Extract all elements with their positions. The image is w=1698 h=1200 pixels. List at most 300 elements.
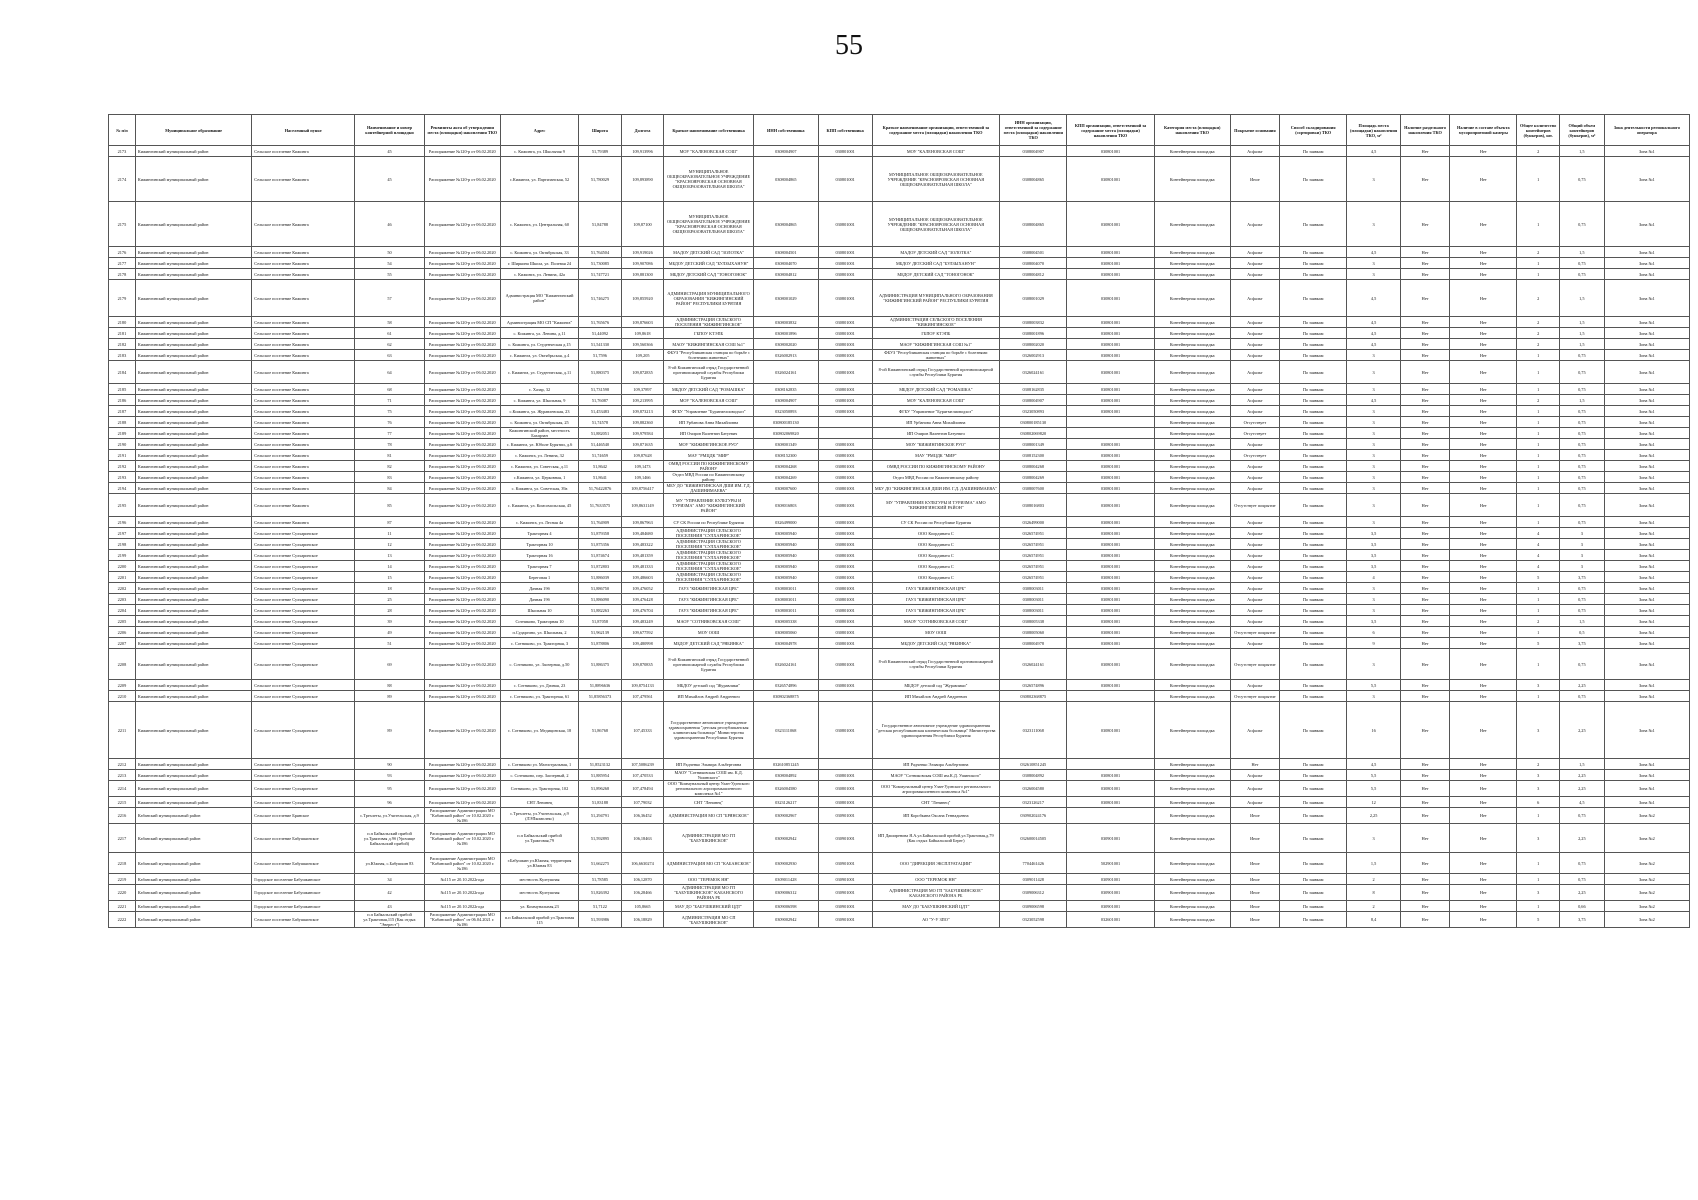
table-cell: По заявкам — [1280, 885, 1347, 901]
table-cell: 0,75 — [1559, 202, 1604, 247]
table-cell: Кижингинский муниципальный район — [135, 550, 251, 561]
table-cell: 2202 — [109, 583, 136, 594]
table-cell: Контейнерная площадка — [1154, 328, 1230, 339]
table-cell: Нет — [1450, 202, 1517, 247]
table-row — [109, 247, 1690, 258]
table-cell: ИП Даширенова Я.А.ул.Байкальский прибой,ул.Трактовая,д.79 (Как отдых Байкальский Берег) — [872, 824, 1000, 853]
table-cell: ООО Координата С — [872, 561, 1000, 572]
table-cell: 0326574951 — [1000, 561, 1067, 572]
container-sites-table — [108, 114, 1690, 928]
table-cell: Сельское поселение Сулхаринское — [252, 583, 355, 594]
table-cell: 109,1473 — [621, 461, 664, 472]
table-cell: 030801001 — [818, 258, 872, 269]
table-cell: 4,5 — [1347, 146, 1401, 157]
table-cell: По заявкам — [1280, 680, 1347, 691]
table-cell: СУ СК России по Республике Бурятия — [872, 517, 1000, 528]
table-cell: 51,886750 — [579, 583, 622, 594]
table-row — [109, 472, 1690, 483]
table-cell: 3 — [1347, 258, 1401, 269]
table-cell: 030801001 — [818, 550, 872, 561]
table-cell: МАУ "РМЦДК "МИР" — [664, 450, 754, 461]
table-cell: Зона №1 — [1604, 428, 1689, 439]
table-cell: 2218 — [109, 853, 136, 874]
table-cell: 107,79032 — [621, 797, 664, 808]
table-cell: Асфальт — [1230, 797, 1279, 808]
table-cell: 51,86768 — [579, 702, 622, 759]
table-cell: Береговая 1 — [500, 572, 578, 583]
table-cell: 106,18829 — [621, 912, 664, 928]
table-cell: 1 — [1517, 808, 1560, 824]
table-cell: 0,75 — [1559, 417, 1604, 428]
table-cell: 2194 — [109, 483, 136, 494]
table-cell: 109,205 — [621, 350, 664, 361]
table-cell: Кижингинский муниципальный район — [135, 583, 251, 594]
table-cell: 0326004580 — [1000, 781, 1067, 797]
table-cell: 0308003011 — [753, 605, 818, 616]
table-cell: Сельское поселение Кижинга — [252, 483, 355, 494]
table-cell: Иное — [1230, 901, 1279, 912]
table-cell: Сельское поселение Сулхаринское — [252, 572, 355, 583]
table-cell: 2174 — [109, 157, 136, 202]
table-cell: 0309011428 — [1000, 874, 1067, 885]
table-cell: 0,75 — [1559, 461, 1604, 472]
table-cell: Асфальт — [1230, 384, 1279, 395]
table-cell: Сельское поселение Сулхаринское — [252, 594, 355, 605]
table-cell: 4,5 — [1347, 247, 1401, 258]
table-cell: 0308005940 — [753, 539, 818, 550]
table-cell: 0326024161 — [1000, 649, 1067, 680]
table-cell: По заявкам — [1280, 472, 1347, 483]
table-cell: 030801001 — [1067, 517, 1154, 528]
table-cell: с. Кижинга, ул. Юбиле Бурятии, д.6 — [500, 439, 578, 450]
table-cell: Асфальт — [1230, 594, 1279, 605]
table-cell: 1,5 — [1559, 317, 1604, 328]
table-cell: 0308005940 — [753, 572, 818, 583]
table-cell: Контейнерная площадка — [1154, 759, 1230, 770]
table-cell: Распоряжение №120-р от 06.02.2020 — [424, 627, 500, 638]
table-cell: 0326002913 — [753, 350, 818, 361]
table-cell: ул.Южная, с.Бабушкин 83 — [355, 853, 424, 874]
table-cell: Кижингинский муниципальный район — [135, 395, 251, 406]
table-cell: 51,79389 — [579, 146, 622, 157]
table-cell: Сельское поселение Кижинга — [252, 328, 355, 339]
table-cell: 0308002020 — [1000, 339, 1067, 350]
table-cell: с. Кижинга, ул. Октябрьская, д.4 — [500, 350, 578, 361]
table-cell: 51,826392 — [579, 885, 622, 901]
table-cell: Нет — [1450, 395, 1517, 406]
table-cell: 4,5 — [1347, 328, 1401, 339]
table-cell: Нет — [1450, 605, 1517, 616]
table-cell: АДМИНИСТРАЦИЯ СЕЛЬСКОГО ПОСЕЛЕНИЯ "КИЖИНГИНСКОЕ" — [872, 317, 1000, 328]
table-cell: 0,66 — [1559, 901, 1604, 912]
table-cell: Распоряжение №120-р от 06.02.2020 — [424, 483, 500, 494]
table-cell: Контейнерная площадка — [1154, 808, 1230, 824]
table-cell: п.п Байкальский прибой ул.Трактовая 115 — [500, 912, 578, 928]
table-cell: 3 — [1517, 702, 1560, 759]
table-cell: МБДОУ детский сад "Журавлики" — [872, 680, 1000, 691]
table-cell: Асфальт — [1230, 146, 1279, 157]
table-cell: Зона №1 — [1604, 539, 1689, 550]
table-cell: По заявкам — [1280, 605, 1347, 616]
table-row — [109, 539, 1690, 550]
table-cell: 62 — [355, 339, 424, 350]
table-cell: По заявкам — [1280, 406, 1347, 417]
table-cell: 2205 — [109, 616, 136, 627]
table-cell: 030801001 — [1067, 702, 1154, 759]
table-cell: МБДОУ ДЕТСКИЙ САД "РЯБИНКА" — [664, 638, 754, 649]
table-cell: с. Сотниково, ул. Тракторная, 61 — [500, 691, 578, 702]
table-cell: 030801001 — [818, 572, 872, 583]
table-cell: с.Кижинга, ул. Партизанская, 52 — [500, 157, 578, 202]
table-cell: По заявкам — [1280, 439, 1347, 450]
table-cell: По заявкам — [1280, 328, 1347, 339]
table-cell: Сельское поселение Сулхаринское — [252, 561, 355, 572]
table-cell: 1,5 — [1559, 616, 1604, 627]
table-cell: 71 — [355, 395, 424, 406]
table-cell: 0326574951 — [1000, 550, 1067, 561]
table-cell: По заявкам — [1280, 561, 1347, 572]
table-cell: 2208 — [109, 649, 136, 680]
table-cell: 1,5 — [1559, 759, 1604, 770]
table-cell: Контейнерная площадка — [1154, 269, 1230, 280]
table-cell: 030801001 — [818, 406, 872, 417]
table-cell: 0,75 — [1559, 450, 1604, 461]
table-cell: 030901001 — [818, 874, 872, 885]
table-cell: Кижингинский муниципальный район — [135, 781, 251, 797]
table-cell: 12 — [1347, 797, 1401, 808]
table-cell: 14 — [355, 561, 424, 572]
table-cell: 109,476428 — [621, 594, 664, 605]
table-cell: 030901001 — [818, 824, 872, 853]
table-cell: 0326024161 — [753, 649, 818, 680]
table-cell: Распоряжение №120-р от 06.02.2020 — [424, 339, 500, 350]
table-cell: 0309002930 — [753, 853, 818, 874]
table-cell: 2200 — [109, 561, 136, 572]
table-cell: Сельское поселение Сулхаринское — [252, 702, 355, 759]
table-cell: 1,5 — [1559, 247, 1604, 258]
table-cell: 51,294791 — [579, 808, 622, 824]
table-cell: 87 — [355, 517, 424, 528]
table-cell: 51,453483 — [579, 406, 622, 417]
table-cell: с. Кижинга, ул. Советская, 39а — [500, 483, 578, 494]
table-cell: Сельское поселение Кижинга — [252, 157, 355, 202]
table-cell: ИП Урбанова Анна Михайловна — [872, 417, 1000, 428]
table-cell: 0,75 — [1559, 583, 1604, 594]
table-cell: Сельское поселение Сулхаринское — [252, 759, 355, 770]
table-cell: 1 — [1517, 594, 1560, 605]
table-cell: 0323050893 — [1000, 406, 1067, 417]
table-cell: 0308004865 — [753, 157, 818, 202]
table-cell: 8 — [1347, 885, 1401, 901]
table-cell: Нет — [1450, 328, 1517, 339]
table-cell: Нет — [1450, 691, 1517, 702]
table-cell: Нет — [1400, 395, 1449, 406]
table-cell: По заявкам — [1280, 417, 1347, 428]
table-cell: Распоряжение №120-р от 06.02.2020 — [424, 561, 500, 572]
table-cell: 030800185130 — [753, 417, 818, 428]
table-cell: 030801001 — [818, 616, 872, 627]
table-cell: Распоряжение №120-р от 06.02.2020 — [424, 638, 500, 649]
table-cell: 109,913996 — [621, 146, 664, 157]
table-cell: 0308004269 — [1000, 472, 1067, 483]
table-cell: Контейнерная площадка — [1154, 680, 1230, 691]
table-cell: МАОУ "КИЖИНГИНСКАЯ СОШ №1" — [664, 339, 754, 350]
table-cell: ФБУЗ "Республиканская станция по борьбе с болезнями животных" — [872, 350, 1000, 361]
table-cell: 51,875356 — [579, 539, 622, 550]
table-cell: 109,855920 — [621, 280, 664, 317]
table-cell: Кижингинский муниципальный район — [135, 461, 251, 472]
table-cell: 2196 — [109, 517, 136, 528]
table-cell: 1 — [1517, 461, 1560, 472]
table-cell: Асфальт — [1230, 702, 1279, 759]
table-cell: Нет — [1450, 361, 1517, 384]
column-header: ИНН организации, ответственной за содержание места (площадки) накопления ТКО — [1000, 115, 1067, 146]
table-cell: Кабанский муниципальный район — [135, 885, 251, 901]
table-cell: 1 — [1517, 350, 1560, 361]
table-cell: Городское поселение Бабушкинское — [252, 901, 355, 912]
table-cell: Нет — [1450, 494, 1517, 517]
table-cell: Нет — [1400, 901, 1449, 912]
table-cell: 030801001 — [818, 649, 872, 680]
table-cell: 0308004812 — [753, 269, 818, 280]
table-cell: Контейнерная площадка — [1154, 202, 1230, 247]
table-cell: АДМИНИСТРАЦИЯ СЕЛЬСКОГО ПОСЕЛЕНИЯ "СУЛХАРИНСКОЕ" — [664, 561, 754, 572]
table-cell: 5,5 — [1347, 770, 1401, 781]
table-cell: 6 — [1347, 627, 1401, 638]
table-cell: 4,5 — [1347, 317, 1401, 328]
table-cell: 1 — [1517, 691, 1560, 702]
table-cell: Зона №1 — [1604, 770, 1689, 781]
table-cell: 0,75 — [1559, 258, 1604, 269]
table-cell: Асфальт — [1230, 517, 1279, 528]
table-cell: 2 — [1517, 395, 1560, 406]
table-cell: Зона №1 — [1604, 691, 1689, 702]
table-cell: 51,541330 — [579, 339, 622, 350]
table-cell: 51,746275 — [579, 280, 622, 317]
table-cell: 109,8618 — [621, 328, 664, 339]
table-cell: 51,84788 — [579, 202, 622, 247]
table-cell: ГАУЗ "КИЖИНГИНСКАЯ ЦРБ" — [664, 594, 754, 605]
table-cell: 51,8641 — [579, 472, 622, 483]
column-header: Зона деятельности регионального оператора — [1604, 115, 1689, 146]
table-cell: 109,480998 — [621, 638, 664, 649]
table-cell: 030801001 — [818, 247, 872, 258]
table-cell: Асфальт — [1230, 317, 1279, 328]
table-cell: 109,871635 — [621, 439, 664, 450]
table-cell: Сельское поселение Сулхаринское — [252, 550, 355, 561]
table-cell: 1,5 — [1559, 328, 1604, 339]
table-cell: ООО "ТЕРЕМОК НН" — [664, 874, 754, 885]
table-cell: МАОУ "СОТНИКОВСКАЯ СОШ" — [664, 616, 754, 627]
table-cell: 0308007600 — [753, 483, 818, 494]
table-cell: 2191 — [109, 450, 136, 461]
table-cell: 030802368875 — [1000, 691, 1067, 702]
table-cell: Асфальт — [1230, 583, 1279, 594]
table-cell: Распоряжение №120-р от 06.02.2020 — [424, 280, 500, 317]
table-cell: Распоряжение №120-р от 06.02.2020 — [424, 146, 500, 157]
table-cell: Нет — [1450, 680, 1517, 691]
table-cell: Нет — [1400, 797, 1449, 808]
table-cell: п.п Байкальский прибой ул.Трактовая,79 — [500, 824, 578, 853]
table-cell: Асфальт — [1230, 550, 1279, 561]
table-cell: 106,6630274 — [621, 853, 664, 874]
table-cell: Нет — [1400, 269, 1449, 280]
table-cell: 030801001 — [1067, 583, 1154, 594]
table-row — [109, 269, 1690, 280]
table-cell: Зона №1 — [1604, 483, 1689, 494]
table-cell: Кижингинский муниципальный район — [135, 483, 251, 494]
table-cell: 2204 — [109, 605, 136, 616]
table-cell: Асфальт — [1230, 258, 1279, 269]
table-cell: Распоряжение №120-р от 06.02.2020 — [424, 472, 500, 483]
table-cell: Администрация МО СП "Кижинга" — [500, 317, 578, 328]
table-cell: 89 — [355, 702, 424, 759]
table-row — [109, 258, 1690, 269]
table-cell: Нет — [1400, 450, 1449, 461]
table-cell: 0308005338 — [753, 616, 818, 627]
column-header: Населенный пункт — [252, 115, 355, 146]
table-cell: Сельское поселение Сулхаринское — [252, 539, 355, 550]
table-cell: Нет — [1400, 384, 1449, 395]
table-cell: 2175 — [109, 202, 136, 247]
table-cell: Кижингинский муниципальный район — [135, 770, 251, 781]
table-row — [109, 770, 1690, 781]
table-header-row — [109, 115, 1690, 146]
table-cell: Кабанский муниципальный район — [135, 901, 251, 912]
table-cell: 030801001 — [1067, 649, 1154, 680]
table-cell: 2203 — [109, 594, 136, 605]
table-cell: МАДОУ ДЕТСКИЙ САД "ЗОЛОТКА" — [872, 247, 1000, 258]
table-cell: Асфальт — [1230, 781, 1279, 797]
table-cell: По заявкам — [1280, 395, 1347, 406]
table-cell: Сотниково, ул. Тракторная, 102 — [500, 781, 578, 797]
table-cell: МБУ ДО "КИЖИНГИНСКАЯ ДШИ ИМ. Г.Д. ДАШИНИМАЕВА" — [872, 483, 1000, 494]
table-row — [109, 428, 1690, 439]
table-cell: 030801001 — [818, 450, 872, 461]
table-cell: Асфальт — [1230, 605, 1279, 616]
table-cell: По заявкам — [1280, 483, 1347, 494]
table-cell: Зона №1 — [1604, 395, 1689, 406]
table-cell: Зона №1 — [1604, 781, 1689, 797]
table-cell: 45 — [355, 146, 424, 157]
table-cell: Распоряжение №120-р от 06.02.2020 — [424, 691, 500, 702]
table-cell: 1 — [1517, 483, 1560, 494]
table-cell: 46 — [355, 202, 424, 247]
table-cell: МБУ ДО "КИЖИНГИНСКАЯ ДШИ ИМ. Г.Д. ДАШИНИМАЕВА" — [664, 483, 754, 494]
table-cell: Контейнерная площадка — [1154, 483, 1230, 494]
table-cell: По заявкам — [1280, 824, 1347, 853]
table-cell: Сельское поселение Бабушкинское — [252, 824, 355, 853]
table-cell: 4,5 — [1347, 395, 1401, 406]
table-cell: 0308004892 — [1000, 770, 1067, 781]
table-cell: Контейнерная площадка — [1154, 494, 1230, 517]
table-cell: 030801001 — [818, 583, 872, 594]
table-cell: Зона №1 — [1604, 528, 1689, 539]
table-cell: Контейнерная площадка — [1154, 450, 1230, 461]
table-cell: Контейнерная площадка — [1154, 539, 1230, 550]
table-cell: 0308004865 — [1000, 202, 1067, 247]
table-cell: Асфальт — [1230, 461, 1279, 472]
table-cell: МОУ "КИЖИНГИНСКОЕ РУО" — [664, 439, 754, 450]
table-cell: Кабанский муниципальный район — [135, 824, 251, 853]
table-cell: Нет — [1400, 781, 1449, 797]
table-row — [109, 550, 1690, 561]
table-cell: МУ "УПРАВЛЕНИЕ КУЛЬТУРЫ И ТУРИЗМА" АМО "КИЖИНГИНСКИЙ РАЙОН" — [664, 494, 754, 517]
table-cell: Зона №1 — [1604, 638, 1689, 649]
table-row — [109, 483, 1690, 494]
table-cell: 3 — [1559, 528, 1604, 539]
table-cell: с. Кижинга, ул. Студенческая, д.11 — [500, 361, 578, 384]
table-cell: 109,87628 — [621, 450, 664, 461]
table-cell: 3 — [1347, 824, 1401, 853]
table-cell: Контейнерная площадка — [1154, 649, 1230, 680]
table-cell: Зона №1 — [1604, 247, 1689, 258]
table-cell: 3,75 — [1559, 572, 1604, 583]
table-cell: 030802368875 — [753, 691, 818, 702]
table-cell: Асфальт — [1230, 361, 1279, 384]
table-cell: 51,7633575 — [579, 494, 622, 517]
table-cell: Сельское поселение Кижинга — [252, 384, 355, 395]
table-cell: ГАУЗ "КИЖИНГИНСКАЯ ЦРБ" — [872, 605, 1000, 616]
table-cell: 1 — [1517, 605, 1560, 616]
table-row — [109, 691, 1690, 702]
table-cell: 57 — [355, 280, 424, 317]
table-cell: 030801001 — [1067, 328, 1154, 339]
table-cell: МУ "УПРАВЛЕНИЕ КУЛЬТУРЫ И ТУРИЗМА" АМО "КИЖИНГИНСКИЙ РАЙОН" — [872, 494, 1000, 517]
table-cell: АДМИНИСТРАЦИЯ МО ГП "БАБУШКИНСКОЕ" КАБАНСКОГО РАЙОНА РБ — [872, 885, 1000, 901]
table-cell: 030901001 — [1067, 885, 1154, 901]
table-cell: 030801001 — [1067, 627, 1154, 638]
table-cell: Нет — [1450, 280, 1517, 317]
table-cell: 5 — [1517, 638, 1560, 649]
table-cell: 030801001 — [1067, 395, 1154, 406]
column-header: КПП организации, ответственной за содержание места (площадки) накопления ТКО — [1067, 115, 1154, 146]
table-cell: Зона №2 — [1604, 808, 1689, 824]
table-cell: 0,75 — [1559, 472, 1604, 483]
table-cell: 106,18463 — [621, 824, 664, 853]
table-cell: 030901001 — [1067, 824, 1154, 853]
table-cell: Сельское поселение Кижинга — [252, 202, 355, 247]
table-cell: 0308004978 — [1000, 638, 1067, 649]
table-cell: 1 — [1517, 649, 1560, 680]
table-cell: Зона №1 — [1604, 797, 1689, 808]
table-cell: 0308001029 — [753, 280, 818, 317]
table-cell: 51,78585 — [579, 874, 622, 885]
table-cell: Кижингинский муниципальный район — [135, 317, 251, 328]
table-cell: 2209 — [109, 680, 136, 691]
table-cell: Кижингинский муниципальный район — [135, 638, 251, 649]
table-cell: п.п Байкальский прибой ул.Трактовая,115 (Как отдых "Эверест") — [355, 912, 424, 928]
table-cell: 030801001 — [1067, 280, 1154, 317]
table-cell: Сельское поселение Кижинга — [252, 247, 355, 258]
table-cell: СНТ "Ленинец" — [872, 797, 1000, 808]
table-cell: Асфальт — [1230, 528, 1279, 539]
table-cell: 0323126217 — [1000, 797, 1067, 808]
table-cell: 030801001 — [1067, 638, 1154, 649]
table-cell: 030801001 — [818, 328, 872, 339]
table-cell: АДМИНИСТРАЦИЯ СЕЛЬСКОГО ПОСЕЛЕНИЯ "СУЛХАРИНСКОЕ" — [664, 572, 754, 583]
table-cell: Распоряжение №120-р от 06.02.2020 — [424, 395, 500, 406]
table-cell: 030801001 — [818, 561, 872, 572]
table-cell: Администрация МО "Кижингинский район" — [500, 280, 578, 317]
table-cell: Сельское поселение Кижинга — [252, 428, 355, 439]
table-cell: Распоряжение №120-р от 06.02.2020 — [424, 247, 500, 258]
table-cell: 030802069820 — [753, 428, 818, 439]
table-cell: 3 — [1347, 450, 1401, 461]
table-cell: По заявкам — [1280, 280, 1347, 317]
table-cell: 030801001 — [1067, 483, 1154, 494]
table-cell: Кижингинский муниципальный район — [135, 539, 251, 550]
